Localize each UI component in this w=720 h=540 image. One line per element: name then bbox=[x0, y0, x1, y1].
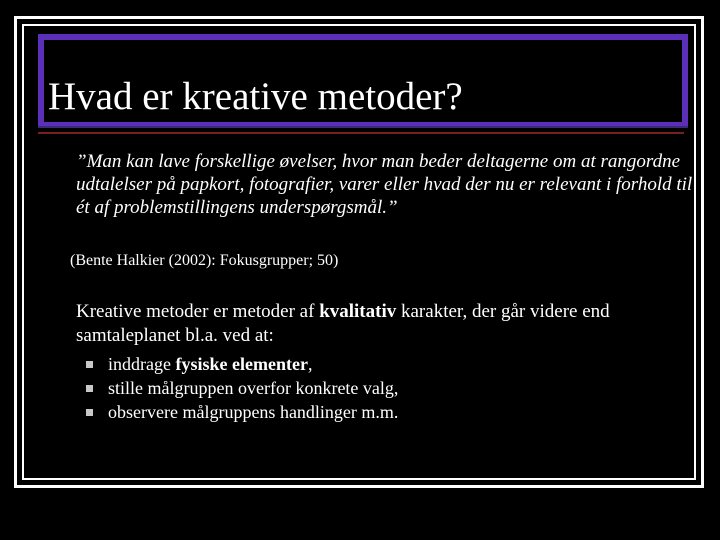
list-item bbox=[86, 352, 398, 376]
square-bullet-icon bbox=[86, 385, 93, 392]
bullet-text-pre: observere målgruppens handlinger m.m. bbox=[108, 402, 399, 422]
square-bullet-icon bbox=[86, 361, 93, 368]
para-text-bold: kvalitativ bbox=[319, 301, 397, 322]
para-text-pre: Kreative metoder er metoder af bbox=[76, 301, 320, 322]
bullet-list bbox=[86, 352, 398, 424]
square-bullet-icon bbox=[86, 409, 93, 416]
bullet-text-pre: inddrage bbox=[108, 354, 176, 374]
slide-title: Hvad er kreative metoder? bbox=[48, 75, 463, 118]
list-item bbox=[86, 376, 398, 400]
title-divider bbox=[38, 132, 684, 134]
bullet-text-post: , bbox=[307, 354, 313, 374]
body-paragraph bbox=[76, 300, 686, 348]
list-item bbox=[86, 400, 398, 424]
para-text-post: karakter, der går videre end samtaleplanet bl.a. ved at: bbox=[76, 301, 610, 346]
bullet-text-bold: fysiske elementer bbox=[175, 354, 308, 374]
citation: (Bente Halkier (2002): Fokusgrupper; 50) bbox=[70, 252, 339, 269]
bullet-text-pre: stille målgruppen overfor konkrete valg, bbox=[108, 378, 399, 398]
quote-text: ”Man kan lave forskellige øvelser, hvor man beder deltagerne om at rangordne udtalelser på papkort, fotografier, varer eller hvad der nu er relevant i forhold til ét af problemstillingens underspørgsmål.” bbox=[76, 151, 693, 218]
